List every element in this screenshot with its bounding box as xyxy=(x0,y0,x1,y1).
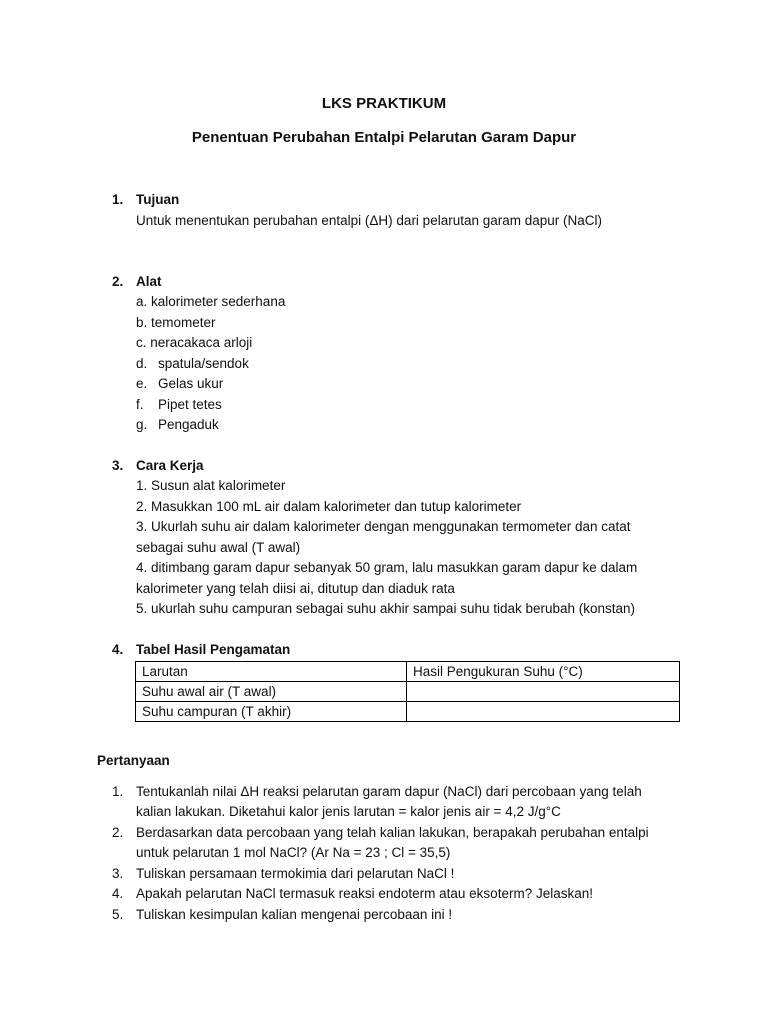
alat-item: c. neracakaca arloji xyxy=(136,335,253,350)
page-title: LKS PRAKTIKUM xyxy=(321,95,447,112)
question-line: Apakah pelarutan NaCl termasuk reaksi endoterm atau eksoterm? Jelaskan! xyxy=(136,886,593,901)
question-number: 5. xyxy=(112,907,124,922)
table-row xyxy=(136,702,680,722)
table-cell xyxy=(407,702,680,722)
table-header-cell: Larutan xyxy=(136,662,407,682)
question-number: 4. xyxy=(112,886,124,901)
question-line: kalian lakukan. Diketahui kalor jenis larutan = kalor jenis air = 4,2 J/g°C xyxy=(136,804,561,819)
cara-kerja-line: 3. Ukurlah suhu air dalam kalorimeter dengan menggunakan termometer dan catat xyxy=(136,519,631,534)
section-heading-tabel: Tabel Hasil Pengamatan xyxy=(136,642,291,657)
alat-item-text: Gelas ukur xyxy=(158,376,224,391)
alat-item-text: spatula/sendok xyxy=(158,356,249,371)
section-number: 3. xyxy=(112,458,124,473)
table-cell: Suhu awal air (T awal) xyxy=(136,682,407,702)
table-header-cell: Hasil Pengukuran Suhu (°C) xyxy=(407,662,680,682)
cara-kerja-line: 1. Susun alat kalorimeter xyxy=(136,478,286,493)
alat-item-letter: e. xyxy=(136,376,148,391)
question-number: 1. xyxy=(112,784,124,799)
cara-kerja-line: kalorimeter yang telah diisi ai, ditutup dan diaduk rata xyxy=(136,581,455,596)
cara-kerja-line: 2. Masukkan 100 mL air dalam kalorimeter dan tutup kalorimeter xyxy=(136,499,522,514)
section-heading-tujuan: Tujuan xyxy=(136,192,180,207)
question-line: Tuliskan kesimpulan kalian mengenai percobaan ini ! xyxy=(136,907,453,922)
section-heading-alat: Alat xyxy=(136,274,162,289)
cara-kerja-line: sebagai suhu awal (T awal) xyxy=(136,540,301,555)
tujuan-text: Untuk menentukan perubahan entalpi (ΔH) dari pelarutan garam dapur (NaCl) xyxy=(136,213,603,228)
question-line: Tuliskan persamaan termokimia dari pelarutan NaCl ! xyxy=(136,866,455,881)
question-number: 2. xyxy=(112,825,124,840)
alat-item: a. kalorimeter sederhana xyxy=(136,294,286,309)
alat-item: b. temometer xyxy=(136,315,216,330)
alat-item-letter: d. xyxy=(136,356,148,371)
section-number: 4. xyxy=(112,642,124,657)
section-heading-cara-kerja: Cara Kerja xyxy=(136,458,204,473)
table-cell: Suhu campuran (T akhir) xyxy=(136,702,407,722)
alat-item-letter: f. xyxy=(136,397,144,412)
table-header-row xyxy=(136,662,680,682)
observation-table xyxy=(135,661,680,722)
cara-kerja-line: 5. ukurlah suhu campuran sebagai suhu akhir sampai suhu tidak berubah (konstan) xyxy=(136,601,636,616)
section-number: 2. xyxy=(112,274,124,289)
alat-item-text: Pipet tetes xyxy=(158,397,222,412)
question-line: Berdasarkan data percobaan yang telah kalian lakukan, berapakah perubahan entalpi xyxy=(136,825,649,840)
question-line: untuk pelarutan 1 mol NaCl? (Ar Na = 23 ; Cl = 35,5) xyxy=(136,845,451,860)
cara-kerja-line: 4. ditimbang garam dapur sebanyak 50 gram, lalu masukkan garam dapur ke dalam xyxy=(136,560,638,575)
table-row xyxy=(136,682,680,702)
table-cell xyxy=(407,682,680,702)
page-subtitle: Penentuan Perubahan Entalpi Pelarutan Garam Dapur xyxy=(191,129,577,146)
section-number: 1. xyxy=(112,192,124,207)
alat-item-letter: g. xyxy=(136,417,148,432)
alat-item-text: Pengaduk xyxy=(158,417,219,432)
question-number: 3. xyxy=(112,866,124,881)
question-line: Tentukanlah nilai ΔH reaksi pelarutan garam dapur (NaCl) dari percobaan yang telah xyxy=(136,784,642,799)
pertanyaan-heading: Pertanyaan xyxy=(97,753,170,768)
